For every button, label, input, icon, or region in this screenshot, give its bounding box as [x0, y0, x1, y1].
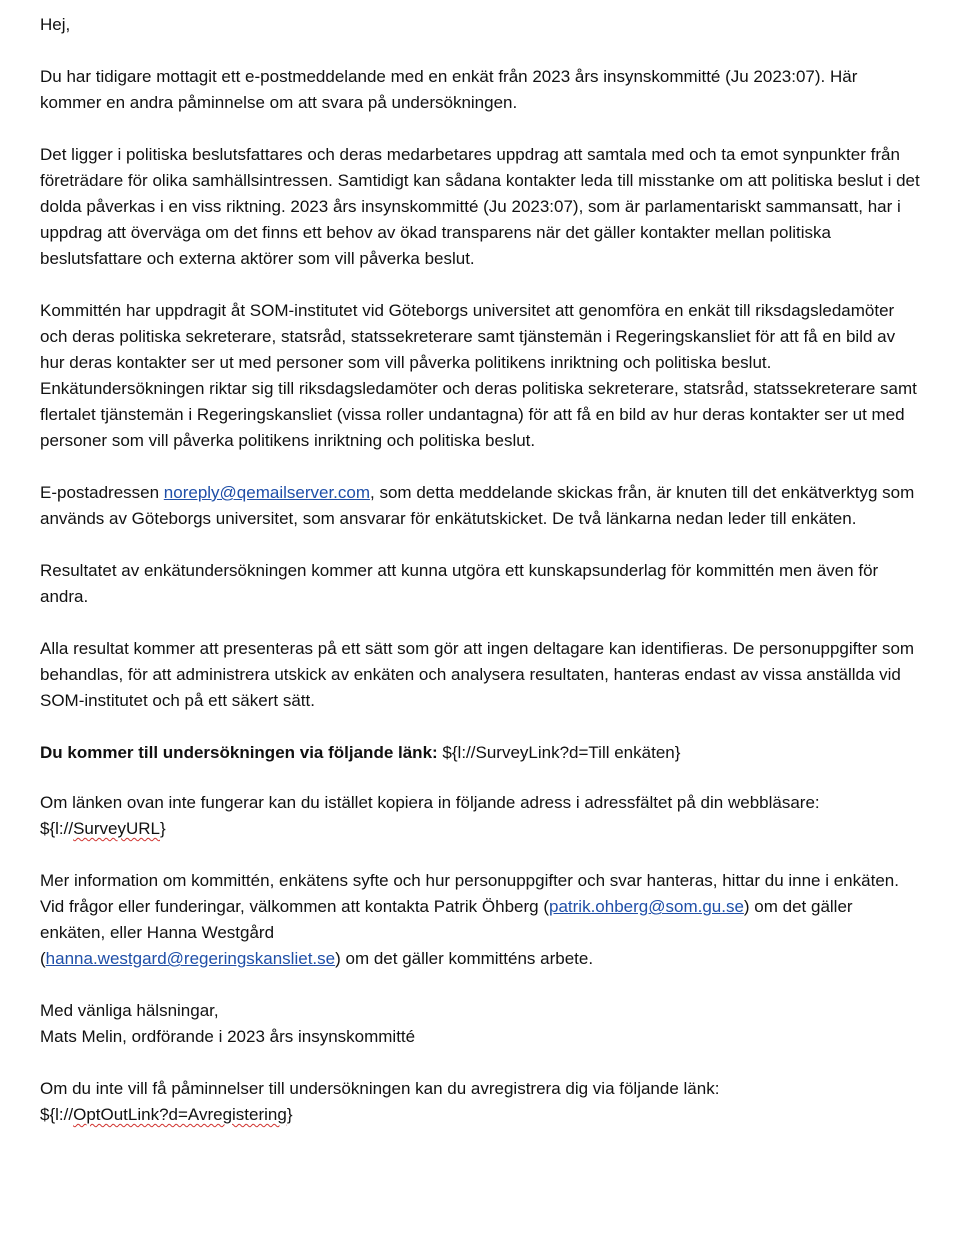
commission-paragraph: [40, 298, 920, 454]
background-paragraph: [40, 142, 920, 272]
contact-email-link-westgard[interactable]: hanna.westgard@regeringskansliet.se: [45, 949, 336, 968]
sender-email-link[interactable]: noreply@qemailserver.com: [163, 483, 371, 502]
info-paragraph: [40, 868, 920, 972]
results-text: Resultatet av enkätundersökningen kommer att kunna utgöra ett kunskapsunderlag för kommittén men även för andra.: [40, 561, 879, 606]
paren-open: (: [40, 949, 46, 968]
intro-text: Du har tidigare mottagit ett e-postmeddelande med en enkät från 2023 års insynskommitté (Ju 2023:07). Här kommer en andra påminnelse om att svara på undersökningen.: [40, 67, 858, 112]
info-text-end: ) om det gäller kommitténs arbete.: [335, 949, 594, 968]
fallback-paragraph: [40, 790, 920, 842]
greeting: [40, 12, 920, 38]
optout-link-suffix: }: [286, 1105, 293, 1124]
optout-link-prefix: ${l://: [40, 1105, 74, 1124]
fallback-url-word: SurveyURL: [73, 819, 161, 838]
fallback-text: Om länken ovan inte fungerar kan du istället kopiera in följande adress i adressfältet på din webbläsare:: [40, 793, 820, 812]
survey-link-placeholder: ${l://SurveyLink?d=Till enkäten}: [437, 743, 681, 762]
results-paragraph: [40, 558, 920, 610]
privacy-paragraph: [40, 636, 920, 714]
background-text: Det ligger i politiska beslutsfattares och deras medarbetares uppdrag att samtala med och ta emot synpunkter från företrädare för olika samhällsintressen. Samtidigt kan sådana kontakter leda till misstanke om att politiska beslut i det dolda påverkas i en viss riktning. 2023 års insynskommitté (Ju 2023:07), som är parlamentariskt sammansatt, har i uppdrag att överväga om det finns ett behov av ökad transparens när det gäller kontakter mellan politiska beslutsfattare och externa aktörer som vill påverka beslut.: [40, 145, 920, 268]
optout-link-word: OptOutLink?d=Avregistering: [73, 1105, 287, 1124]
optout-paragraph: [40, 1076, 920, 1128]
email-body: [40, 12, 920, 1154]
privacy-text: Alla resultat kommer att presenteras på ett sätt som gör att ingen deltagare kan identifieras. De personuppgifter som behandlas, för att administrera utskick av enkäten och analysera resultaten, hanteras endast av vissa anställda vid SOM-institutet och på ett säkert sätt.: [40, 639, 915, 710]
sender-text-before: E-postadressen: [40, 483, 164, 502]
fallback-url-prefix: ${l://: [40, 819, 74, 838]
closing-text: Med vänliga hälsningar,: [40, 1001, 219, 1020]
commission-text: Kommittén har uppdragit åt SOM-institutet vid Göteborgs universitet att genomföra en enkät till riksdagsledamöter och deras politiska sekreterare, statsråd, statssekreterare samt tjänstemän i Regeringskansliet för att få en bild av hur deras kontakter ser ut med personer som vill påverka politikens inriktning och politiska beslut. Enkätundersökningen riktar sig till riksdagsledamöter och deras politiska sekreterare, statsråd, statssekreterare samt flertalet tjänstemän i Regeringskansliet (vissa roller undantagna) för att få en bild av hur deras kontakter ser ut med personer som vill påverka politikens inriktning och politiska beslut.: [40, 301, 917, 450]
signature-text: Mats Melin, ordförande i 2023 års insynskommitté: [40, 1027, 416, 1046]
survey-link-paragraph: [40, 740, 920, 766]
closing-paragraph: [40, 998, 920, 1050]
info-text: Mer information om kommittén, enkätens syfte och hur personuppgifter och svar hanteras, hittar du inne i enkäten. Vid frågor eller funderingar, välkommen att kontakta Patrik Öhberg (: [40, 871, 899, 916]
fallback-url-suffix: }: [160, 819, 166, 838]
optout-text: Om du inte vill få påminnelser till undersökningen kan du avregistrera dig via följande länk:: [40, 1079, 720, 1098]
sender-text-after: , som detta meddelande skickas från, är knuten till det enkätverktyg som används av Göteborgs universitet, som ansvarar för enkätutskicket. De två länkarna nedan leder till enkäten.: [40, 483, 915, 528]
sender-paragraph: [40, 480, 920, 532]
contact-email-link-ohberg[interactable]: patrik.ohberg@som.gu.se: [549, 897, 744, 916]
greeting-text: Hej,: [40, 15, 71, 34]
survey-link-label: Du kommer till undersökningen via följande länk:: [40, 743, 438, 762]
info-text-middle: ) om det gäller enkäten, eller Hanna Westgård: [40, 897, 853, 942]
intro-paragraph: [40, 64, 920, 116]
